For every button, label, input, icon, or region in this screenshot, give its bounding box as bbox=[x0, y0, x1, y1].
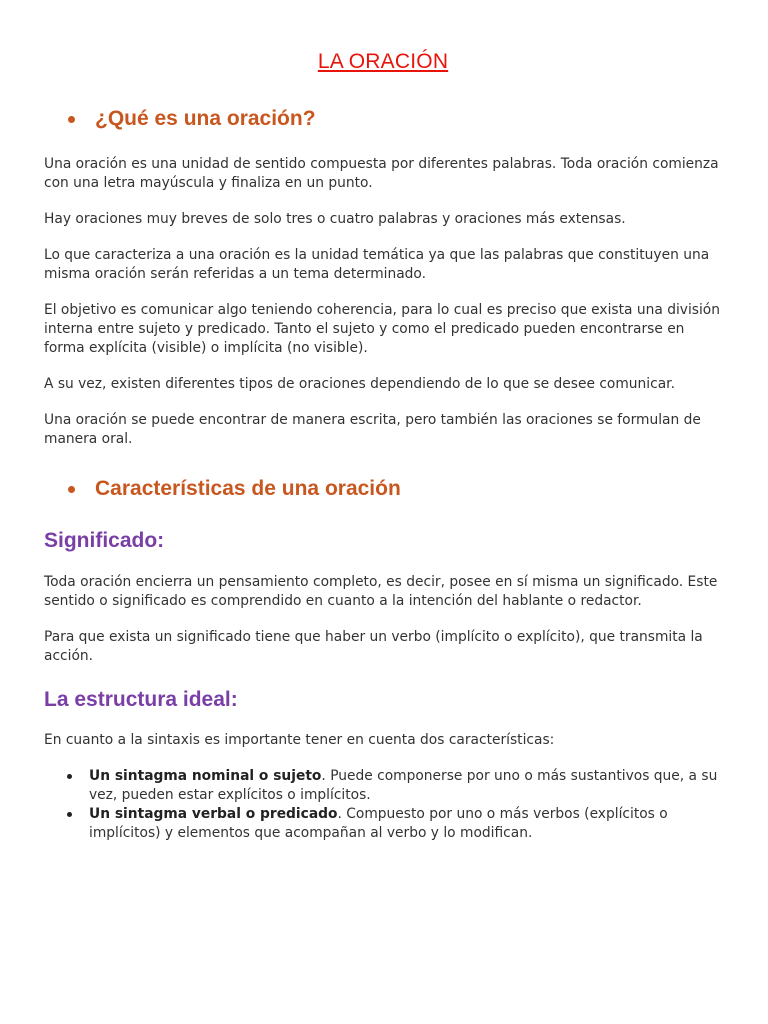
list-bullet-icon bbox=[67, 774, 72, 779]
paragraph: Para que exista un significado tiene que haber un verbo (implícito o explícito), que transmita la acción. bbox=[44, 629, 703, 664]
list-item-term: Un sintagma verbal o predicado bbox=[89, 806, 338, 822]
paragraph: Una oración se puede encontrar de manera escrita, pero también las oraciones se formulan de manera oral. bbox=[44, 412, 701, 447]
paragraph: Una oración es una unidad de sentido compuesta por diferentes palabras. Toda oración comienza con una letra mayúscula y finaliza en un punto. bbox=[44, 156, 719, 191]
section-heading-text: Características de una oración bbox=[95, 477, 401, 500]
paragraph: En cuanto a la sintaxis es importante tener en cuenta dos características: bbox=[44, 732, 555, 748]
paragraph: El objetivo es comunicar algo teniendo coherencia, para lo cual es preciso que exista una división interna entre sujeto y predicado. Tanto el sujeto y como el predicado pueden encontrarse en forma explícita (visible) o implícita (no visible). bbox=[44, 302, 720, 356]
paragraph: A su vez, existen diferentes tipos de oraciones dependiendo de lo que se desee comunicar. bbox=[44, 376, 675, 392]
page-title: LA ORACIÓN bbox=[317, 50, 449, 73]
list-bullet-icon bbox=[67, 812, 72, 817]
list-item-term: Un sintagma nominal o sujeto bbox=[89, 768, 322, 784]
section-heading-caracteristicas bbox=[44, 475, 722, 503]
paragraph: Hay oraciones muy breves de solo tres o cuatro palabras y oraciones más extensas. bbox=[44, 211, 626, 227]
section-heading-que-es bbox=[44, 105, 722, 133]
section-heading-text: ¿Qué es una oración? bbox=[95, 107, 316, 130]
paragraph: Toda oración encierra un pensamiento completo, es decir, posee en sí misma un significado. Este sentido o significado es comprendido en cuanto a la intención del hablante o redactor. bbox=[44, 574, 718, 609]
list-item bbox=[44, 767, 722, 805]
list-item-text: . Compuesto por uno o más verbos (explícitos o implícitos) y elementos que acompañan al verbo y lo modifican. bbox=[89, 806, 668, 841]
paragraph: Lo que caracteriza a una oración es la unidad temática ya que las palabras que constituyen una misma oración serán referidas a un tema determinado. bbox=[44, 247, 710, 282]
feature-list bbox=[44, 767, 722, 843]
bullet-icon bbox=[68, 486, 75, 493]
subheading-significado: Significado: bbox=[44, 529, 165, 552]
bullet-icon bbox=[68, 116, 75, 123]
list-item bbox=[44, 805, 722, 843]
subheading-estructura: La estructura ideal: bbox=[44, 688, 238, 711]
list-item-text: . Puede componerse por uno o más sustantivos que, a su vez, pueden estar explícitos o implícitos. bbox=[89, 768, 718, 803]
